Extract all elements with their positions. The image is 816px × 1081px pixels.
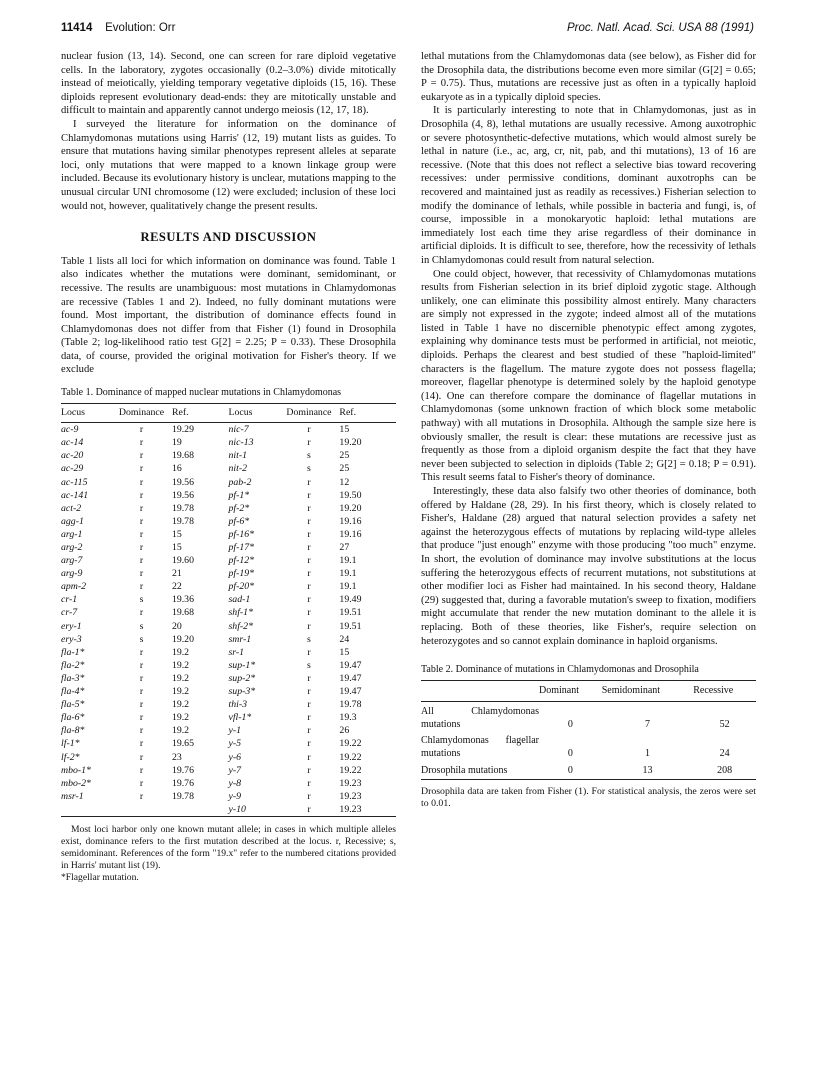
table-note: Most loci harbor only one known mutant allele; in cases in which multiple alleles exist, dominance refers to the first mutation described at the locus. r, Recessive; s, semidominant. References of the form "19.x" refer to the numbered citations provided in Harris' mutant list (19).: [61, 823, 396, 871]
dominance-cell: r: [307, 581, 311, 593]
table1-footnote: [61, 824, 396, 884]
ref-cell: 19.1: [339, 555, 357, 567]
ref-cell: 25: [339, 463, 350, 475]
column-header: Dominance: [279, 403, 340, 423]
running-header-left: [61, 22, 175, 34]
ref-cell: 19.78: [339, 699, 362, 711]
ref-cell: 15: [171, 528, 182, 540]
dominance-cell: r: [307, 620, 311, 632]
dominant-cell: 0: [567, 748, 573, 759]
table-row: [61, 751, 396, 764]
ref-cell: 25: [339, 450, 350, 462]
ref-cell: 22: [171, 581, 182, 593]
ref-cell: 19.22: [339, 764, 362, 776]
table2-caption: Table 2. Dominance of mutations in Chlamydomonas and Drosophila: [421, 664, 699, 676]
semidominant-cell: 7: [644, 718, 650, 730]
table-row: [61, 672, 396, 685]
ref-cell: 19.22: [339, 751, 362, 763]
column-header: Semidominant: [602, 680, 694, 702]
locus-cell: msr-1: [61, 790, 84, 802]
ref-cell: 19.22: [339, 738, 362, 750]
locus-cell: shf-1*: [228, 607, 253, 619]
ref-cell: 19.60: [171, 555, 194, 567]
locus-cell: ac-29: [61, 463, 84, 475]
dominance-cell: r: [139, 568, 144, 580]
locus-cell: y-6: [228, 751, 241, 763]
table-row: [61, 633, 396, 646]
semidominant-cell: 1: [644, 748, 650, 759]
dominance-cell: r: [139, 502, 144, 514]
table2-footnote: Drosophila data are taken from Fisher (1). For statistical analysis, the zeros were set to 0.01.: [421, 786, 756, 810]
paragraph: I surveyed the literature for information on the dominance of Chlamydomonas mutations using Harris' (12, 19) mutant lists as guides. To ensure that mutations having similar phenotypes represent alleles at separate loci, only mutations that were mapped to a known linkage group were included. Because its evolutionary history is unclear, mutations mapping to the unusual circular UNI chromosome (12) were excluded; inclusion of these loci would not, however, qualitatively change the present results.: [61, 118, 396, 212]
dominance-cell: s: [307, 633, 311, 645]
ref-cell: 23: [171, 751, 182, 763]
locus-cell: nit-2: [228, 463, 247, 475]
dominance-cell: r: [307, 437, 311, 449]
dominance-cell: r: [139, 659, 144, 671]
table-row: [421, 731, 756, 760]
dominance-cell: r: [307, 489, 311, 501]
ref-cell: 26: [339, 725, 350, 737]
dominance-cell: r: [307, 764, 311, 776]
ref-cell: 19.23: [339, 790, 362, 802]
dominance-cell: s: [139, 594, 144, 606]
column-header: Locus: [228, 403, 278, 423]
column-header: Locus: [61, 403, 111, 423]
ref-cell: 19.78: [171, 515, 194, 527]
dominance-cell: r: [307, 738, 311, 750]
locus-cell: fla-8*: [61, 725, 85, 737]
table-row: [61, 423, 396, 437]
ref-cell: 19.76: [171, 764, 194, 776]
dominance-cell: s: [307, 463, 311, 475]
dominance-cell: s: [307, 450, 311, 462]
ref-cell: 19.51: [339, 620, 362, 632]
section-label: Evolution: Orr: [105, 22, 176, 34]
dominance-cell: r: [307, 790, 311, 802]
locus-cell: arg-2: [61, 542, 83, 553]
locus-cell: pf-20*: [228, 581, 255, 593]
locus-cell: sr-1: [228, 646, 245, 658]
locus-cell: pf-19*: [228, 568, 255, 580]
ref-cell: 20: [171, 620, 182, 632]
dominance-cell: r: [307, 528, 311, 540]
right-column: [421, 50, 756, 811]
ref-cell: 19.1: [339, 581, 357, 593]
ref-cell: 19.3: [339, 712, 357, 724]
ref-cell: 27: [339, 542, 350, 553]
locus-cell: y-10: [228, 803, 278, 817]
dominance-cell: r: [139, 672, 144, 684]
ref-cell: 19.23: [339, 803, 396, 817]
ref-cell: 19.47: [339, 659, 362, 671]
dominance-cell: r: [307, 777, 311, 789]
semidominant-cell: 13: [602, 761, 694, 780]
table2-body: [421, 702, 756, 780]
dominance-cell: r: [307, 424, 311, 436]
ref-cell: 19: [171, 437, 182, 449]
locus-cell: y-7: [228, 764, 241, 776]
locus-cell: mbo-1*: [61, 764, 91, 776]
recessive-cell: 24: [719, 748, 730, 759]
table-row: [61, 764, 396, 777]
locus-cell: agg-1: [61, 515, 84, 527]
table-row: [61, 803, 396, 817]
ref-cell: 19.65: [171, 738, 194, 750]
paragraph: Interestingly, these data also falsify two other theories of dominance, both offered by Haldane (28, 29). In his first theory, which is closely related to Fisher's, Haldane (28) argued that natural selection provides a safety net against the heterozygous effects of mutations by replacing wild-type alleles that produce "just enough" enzyme with those producing "too much" enzyme. In short, the evolution of dominance may involve substitutions at the locus suffering the heterozygous effects of recurrent mutations, not substitutions at other modifier loci as Fisher had maintained. In his second theory, Haldane (29) suggested that, during a favorable mutation's sweep to fixation, modifiers might accumulate that render the new mutation dominant to the allele it is replacing. Both of these theories, like Fisher's, require selection on heterozygotes and so cannot explain dominance in haploid organisms.: [421, 486, 756, 647]
locus-cell: arg-9: [61, 568, 83, 580]
locus-cell: ac-9: [61, 424, 79, 436]
ref-cell: 19.56: [171, 476, 194, 488]
dominance-cell: r: [139, 764, 144, 776]
table-row: [61, 724, 396, 737]
table-row: [61, 737, 396, 750]
ref-cell: 15: [339, 646, 350, 658]
table-row: [61, 528, 396, 541]
ref-cell: 19.20: [339, 502, 362, 514]
locus-cell: sup-3*: [228, 686, 256, 698]
locus-cell: thi-3: [228, 699, 247, 711]
table-row: [61, 777, 396, 790]
column-header: Ref.: [339, 403, 396, 423]
locus-cell: fla-4*: [61, 686, 85, 698]
dominance-cell: r: [139, 646, 144, 658]
dominance-cell: r: [139, 450, 144, 462]
dominance-cell: r: [307, 712, 311, 724]
dominance-cell: r: [307, 725, 311, 737]
column-header: Dominance: [111, 403, 172, 423]
locus-cell: sup-2*: [228, 672, 256, 684]
dominance-cell: r: [307, 751, 311, 763]
dominance-cell: r: [139, 777, 144, 789]
table-row: [61, 436, 396, 449]
dominance-cell: r: [139, 699, 144, 711]
dominance-cell: r: [139, 751, 144, 763]
locus-cell: vfl-1*: [228, 712, 252, 724]
table-row: [61, 685, 396, 698]
dominance-cell: r: [139, 555, 144, 567]
dominant-cell: 0: [539, 761, 602, 780]
table-row: [61, 554, 396, 567]
table-row: [61, 515, 396, 528]
table-row: [61, 606, 396, 619]
ref-cell: 21: [171, 568, 182, 580]
ref-cell: 19.2: [171, 712, 190, 724]
locus-cell: lf-1*: [61, 738, 80, 750]
dominance-cell: r: [139, 489, 144, 501]
dominance-cell: r: [139, 790, 144, 802]
table-note: *Flagellar mutation.: [61, 871, 139, 883]
locus-cell: ac-14: [61, 437, 84, 449]
dominance-cell: r: [307, 476, 311, 488]
locus-cell: nit-1: [228, 450, 247, 462]
ref-cell: 19.50: [339, 489, 362, 501]
paragraph: One could object, however, that recessivity of Chlamydomonas mutations results from Fisherian selection in its brief diploid zygotic stage. Although unlikely, one can eliminate this possibility almost entirely. Many characters are simply not expressed in the zygote; indeed almost all of the mutations listed in Table 1 have no discernible phenotypic effect among zygotes, explaining why dominance tests must be performed in artificial, not meiotic, diploids. Perhaps the clearest and best studied of these "haploid-limited" characters is the flagellum. The mature zygote does not possess flagella; moreover, flagellar phenotype is determined solely by the haploid genotype (14). One can therefore compare the dominance of flagellar mutations in Chlamydomonas (some unknown fraction of which block some metabolic pathway) with all mutations in Drosophila. Although the sample size here is obviously smaller, the result is clear: these mutations are recessive just as frequently as those from a diploid organism despite the fact that they have never been subjected to selection in diploids (Table 2; G[2] = 0.18; P = 0.91). This result seems fatal to Fisher's theory of dominance.: [421, 268, 756, 484]
table-row: [61, 620, 396, 633]
dominance-cell: r: [139, 424, 144, 436]
dominance-cell: [111, 803, 172, 817]
dominance-cell: r: [307, 646, 311, 658]
dominance-cell: r: [307, 607, 311, 619]
dominance-cell: r: [307, 502, 311, 514]
ref-cell: 19.56: [171, 489, 194, 501]
locus-cell: smr-1: [228, 633, 252, 645]
table-row: [61, 646, 396, 659]
dominance-cell: s: [139, 633, 144, 645]
locus-cell: cr-7: [61, 607, 78, 619]
locus-cell: pab-2: [228, 476, 252, 488]
ref-cell: 15: [171, 542, 182, 553]
ref-cell: 19.16: [339, 515, 362, 527]
table2-header-row: [421, 680, 756, 702]
locus-cell: ery-3: [61, 633, 82, 645]
ref-cell: 19.36: [171, 594, 194, 606]
locus-cell: ac-115: [61, 476, 88, 488]
ref-cell: 19.2: [171, 646, 190, 658]
dominance-cell: s: [139, 620, 144, 632]
dominance-cell: r: [307, 555, 311, 567]
dominance-cell: r: [307, 515, 311, 527]
ref-cell: 19.49: [339, 594, 362, 606]
section-heading: RESULTS AND DISCUSSION: [140, 230, 317, 245]
locus-cell: arg-1: [61, 528, 83, 540]
locus-cell: fla-1*: [61, 646, 85, 658]
table2: [421, 680, 756, 781]
column-header: Dominant: [539, 680, 602, 702]
ref-cell: 19.51: [339, 607, 362, 619]
locus-cell: pf-6*: [228, 515, 250, 527]
paragraph: lethal mutations from the Chlamydomonas data (see below), as Fisher did for the Drosophila data, the distributions become even more similar (G[2] = 0.65; P = 0.75). Thus, mutations are recessive just as often in a typically haploid eukaryote as in a typically diploid species.: [421, 51, 756, 103]
locus-cell: y-5: [228, 738, 241, 750]
locus-cell: nic-13: [228, 437, 254, 449]
locus-cell: ery-1: [61, 620, 82, 632]
ref-cell: 19.20: [171, 633, 194, 645]
dominant-cell: 0: [567, 718, 573, 730]
journal-citation: Proc. Natl. Acad. Sci. USA 88 (1991): [566, 22, 754, 34]
ref-cell: 19.23: [339, 777, 362, 789]
table-row: [421, 702, 756, 732]
table1-caption: Table 1. Dominance of mapped nuclear mutations in Chlamydomonas: [61, 387, 342, 399]
ref-cell: 19.78: [171, 502, 194, 514]
locus-cell: cr-1: [61, 594, 78, 606]
locus-cell: pf-12*: [228, 555, 255, 567]
ref-cell: 19.78: [171, 790, 194, 802]
page-number: 11414: [61, 22, 93, 34]
table1-header-row: [61, 403, 396, 423]
locus-cell: y-8: [228, 777, 241, 789]
locus-cell: sad-1: [228, 594, 251, 606]
locus-cell: nic-7: [228, 424, 249, 436]
dominance-cell: r: [279, 803, 340, 817]
locus-cell: pf-16*: [228, 528, 255, 540]
table-row: [61, 462, 396, 475]
dominance-cell: r: [307, 672, 311, 684]
table-row: [61, 489, 396, 502]
locus-cell: fla-2*: [61, 659, 85, 671]
ref-cell: 24: [339, 633, 350, 645]
dominance-cell: r: [139, 463, 144, 475]
ref-cell: 19.29: [171, 424, 194, 436]
ref-cell: 16: [171, 463, 182, 475]
table-row: [61, 567, 396, 580]
dominance-cell: r: [139, 528, 144, 540]
table-row: [61, 790, 396, 803]
ref-cell: 19.2: [171, 659, 190, 671]
locus-cell: arg-7: [61, 555, 83, 567]
ref-cell: [172, 803, 229, 817]
ref-cell: 12: [339, 476, 350, 488]
table-row: [61, 711, 396, 724]
recessive-cell: 52: [719, 718, 730, 730]
ref-cell: 19.2: [171, 686, 190, 698]
table-row: [61, 449, 396, 462]
dominance-cell: r: [139, 738, 144, 750]
locus-cell: ac-20: [61, 450, 84, 462]
dominance-cell: r: [139, 542, 144, 553]
locus-cell: ac-141: [61, 489, 89, 501]
table1: [61, 403, 396, 817]
locus-cell: shf-2*: [228, 620, 253, 632]
column-header: Recessive: [693, 680, 756, 702]
table-row: [421, 761, 756, 780]
table-row: [61, 476, 396, 489]
ref-cell: 19.2: [171, 672, 190, 684]
row-label: All Chlamydomonas mutations: [421, 706, 539, 730]
table-row: [61, 580, 396, 593]
locus-cell: fla-5*: [61, 699, 85, 711]
paragraph: nuclear fusion (13, 14). Second, one can screen for rare diploid vegetative cells. In the laboratory, zygotes occasionally (0.2–3.0%) divide mitotically instead of meiotically, yielding temporary vegetative diploids (15, 16). These diploids represent evolutionary dead-ends: they are mitotically unstable and difficult to maintain and apparently cannot undergo meiosis (12, 17, 18).: [61, 51, 396, 117]
dominance-cell: r: [307, 594, 311, 606]
column-header: [421, 680, 539, 702]
locus-cell: [61, 803, 111, 817]
ref-cell: 19.47: [339, 686, 362, 698]
locus-cell: mbo-2*: [61, 777, 91, 789]
ref-cell: 19.68: [171, 450, 194, 462]
locus-cell: fla-6*: [61, 712, 85, 724]
locus-cell: pf-1*: [228, 489, 250, 501]
ref-cell: 19.47: [339, 672, 362, 684]
dominance-cell: r: [139, 581, 144, 593]
locus-cell: fla-3*: [61, 672, 85, 684]
locus-cell: lf-2*: [61, 751, 80, 763]
table-row: [61, 698, 396, 711]
dominance-cell: r: [307, 542, 311, 553]
dominance-cell: r: [139, 515, 144, 527]
ref-cell: 19.76: [171, 777, 194, 789]
ref-cell: 19.2: [171, 699, 190, 711]
dominance-cell: r: [139, 476, 144, 488]
dominance-cell: r: [139, 686, 144, 698]
locus-cell: apm-2: [61, 581, 87, 593]
dominance-cell: s: [307, 659, 311, 671]
dominance-cell: r: [139, 725, 144, 737]
table-row: [61, 659, 396, 672]
locus-cell: pf-17*: [228, 542, 255, 553]
dominance-cell: r: [307, 699, 311, 711]
dominance-cell: r: [139, 437, 144, 449]
table-row: [61, 502, 396, 515]
table-row: [61, 541, 396, 554]
locus-cell: pf-2*: [228, 502, 250, 514]
dominance-cell: r: [307, 568, 311, 580]
locus-cell: act-2: [61, 502, 82, 514]
dominance-cell: r: [139, 607, 144, 619]
left-column: [61, 50, 396, 884]
ref-cell: 19.2: [171, 725, 190, 737]
table1-body: [61, 423, 396, 817]
locus-cell: y-9: [228, 790, 241, 802]
row-label: Chlamydomonas flagellar mutations: [421, 735, 539, 759]
paragraph: It is particularly interesting to note that in Chlamydomonas, just as in Drosophila (4, 8), lethal mutations are usually recessive. Among auxotrophic or severe photosynthetic-defective mutations, which would almost surely be lethal in nature (i.e., ac, arg, cr, nit, pab, and thi mutations), 13 of 16 are recessive. (Note that this does not reflect a selective bias toward recovering recessives: under permissive conditions, dominant auxotrophs can be recovered and maintained just as readily as recessives.) Fisherian selection to modify the dominance of lethals, while possible in bacteria and fungi, is, of course, impossible in a monokaryotic haploid: lethal mutations are immediately lost each time they arise regardless of their dominance in artificial diploids. It is difficult to see, therefore, how the recessivity of lethals in Chlamydomonas could result from natural selection.: [421, 105, 756, 266]
ref-cell: 19.1: [339, 568, 357, 580]
column-header: Ref.: [172, 403, 229, 423]
recessive-cell: 208: [693, 761, 756, 780]
ref-cell: 15: [339, 424, 350, 436]
table-row: [61, 593, 396, 606]
dominance-cell: r: [307, 686, 311, 698]
locus-cell: y-1: [228, 725, 241, 737]
ref-cell: 19.16: [339, 528, 362, 540]
row-label: Drosophila mutations: [421, 761, 539, 780]
paragraph: Table 1 lists all loci for which information on dominance was found. Table 1 also indicates whether the mutations were dominant, semidominant, or recessive. The results are unambiguous: most mutations in Chlamydomonas are recessive (Tables 1 and 2). Indeed, no fully dominant mutations were found. Most important, the distribution of dominance effects found in Chlamydomonas does not differ from that Fisher (1) found in Drosophila (Table 2; log-likelihood ratio test G[2] = 2.25; P = 0.33). These Drosophila data, of course, provided the original motivation for Fisher's theory. If we exclude: [61, 255, 396, 376]
dominance-cell: r: [139, 712, 144, 724]
locus-cell: sup-1*: [228, 659, 256, 671]
ref-cell: 19.68: [171, 607, 194, 619]
ref-cell: 19.20: [339, 437, 362, 449]
